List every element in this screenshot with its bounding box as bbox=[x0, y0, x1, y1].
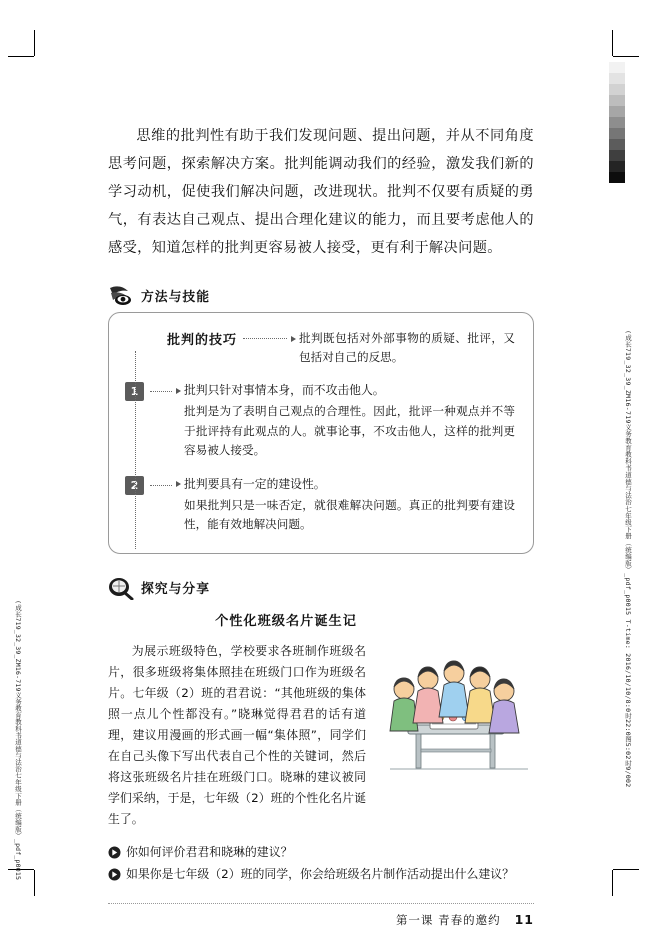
skills-item bbox=[125, 475, 515, 535]
skills-item bbox=[125, 381, 515, 461]
skills-box-title: 批判的技巧 bbox=[167, 333, 238, 349]
colorbar-swatch bbox=[609, 95, 625, 106]
footer-chapter: 第一课 青春的邀约 bbox=[395, 912, 501, 927]
colorbar-swatch bbox=[609, 62, 625, 73]
page-content bbox=[108, 108, 534, 928]
question-text: 如果你是七年级（2）班的同学，你会给班级名片制作活动提出什么建议？ bbox=[126, 867, 515, 882]
colorbar-swatch bbox=[609, 73, 625, 84]
skills-item-number: 1 bbox=[125, 382, 144, 401]
skills-connector-line bbox=[135, 351, 137, 549]
case-body bbox=[108, 641, 534, 830]
question-text: 你如何评价君君和晓琳的建议？ bbox=[126, 844, 293, 859]
section-header-explore bbox=[108, 576, 534, 600]
classroom-illustration bbox=[380, 651, 538, 779]
skills-box-title-row bbox=[125, 329, 515, 367]
skills-box bbox=[108, 312, 534, 554]
dotted-leader bbox=[150, 485, 172, 486]
dotted-leader bbox=[243, 338, 287, 339]
page-number: 11 bbox=[514, 911, 534, 927]
skills-item-body bbox=[184, 475, 515, 535]
colorbar-swatch bbox=[609, 150, 625, 161]
intro-paragraph: 思维的批判性有助于我们发现问题、提出问题，并从不同角度思考问题，探索解决方案。批判能调动我们的经验，激发我们新的学习动机，促使我们解决问题，改进现状。批判不仅要有质疑的勇气，有表达自己观点、提出合理化建议的能力，而且要考虑他人的感受，知道怎样的批判更容易被人接受，更有利于解决问题。 bbox=[108, 128, 534, 257]
colorbar-swatch bbox=[609, 128, 625, 139]
arrow-icon bbox=[176, 388, 181, 394]
skills-item-lead: 批判要具有一定的建设性。 bbox=[184, 476, 326, 491]
skills-item-text: 批判是为了表明自己观点的合理性。因此，批评一种观点并不等于批评持有此观点的人。就事论事，不攻击他人，这样的批判更容易被人接受。 bbox=[184, 404, 515, 458]
skills-item-number: 2 bbox=[125, 476, 144, 495]
leaf-badge-icon bbox=[108, 284, 134, 306]
arrow-bullet-icon bbox=[108, 868, 121, 881]
section-title-explore: 探究与分享 bbox=[141, 582, 210, 598]
colorbar-swatch bbox=[609, 117, 625, 128]
footer-rule bbox=[108, 903, 534, 904]
section-header-skills bbox=[108, 284, 534, 306]
print-colorbar bbox=[609, 62, 625, 183]
print-corner-code: (成长719_32_39_ZM16-719义务教育教科书道德与法治七年级下册（统编版）_pdf_p0015 bbox=[14, 599, 22, 880]
question-item bbox=[108, 842, 534, 863]
magnifier-badge-icon bbox=[108, 576, 134, 600]
colorbar-swatch bbox=[609, 106, 625, 117]
arrow-bullet-icon bbox=[108, 846, 121, 859]
dotted-leader bbox=[150, 391, 172, 392]
skills-item-body bbox=[184, 381, 515, 461]
case-title: 个性化班级名片诞生记 bbox=[215, 613, 357, 629]
skills-item-lead: 批判只针对事情本身，而不攻击他人。 bbox=[184, 383, 385, 398]
colorbar-swatch bbox=[609, 84, 625, 95]
question-item bbox=[108, 864, 534, 885]
colorbar-swatch bbox=[609, 172, 625, 183]
arrow-icon bbox=[176, 481, 181, 487]
colorbar-swatch bbox=[609, 161, 625, 172]
colorbar-swatch bbox=[609, 139, 625, 150]
page-footer bbox=[108, 912, 534, 928]
arrow-icon bbox=[291, 336, 296, 342]
section-title-skills: 方法与技能 bbox=[141, 289, 210, 305]
skills-box-title-text: 批判既包括对外部事物的质疑、批评，又包括对自己的反思。 bbox=[299, 331, 515, 365]
print-side-code: (成长719_32_39_ZM16-719义务教育教科书道德与法治七年级下册（统编版）_pdf_p0015 T-time: 2016/10/10/8:0时22:0图5:02时9/002 bbox=[624, 330, 632, 788]
skills-item-text: 如果批判只是一味否定，就很难解决问题。真正的批判要有建设性，能有效地解决问题。 bbox=[184, 497, 515, 532]
case-text: 为展示班级特色，学校要求各班制作班级名片，很多班级将集体照挂在班级门口作为班级名片。七年级（2）班的君君说：“其他班级的集体照一点儿个性都没有。”晓琳觉得君君的话有道理，建议用漫画的形式画一幅“集体照”，同学们在自己头像下写出代表自己个性的关键词，然后将这张班级名片挂在班级门口。晓琳的建议被同学们采纳，于是，七年级（2）班的个性化名片诞生了。 bbox=[108, 643, 366, 826]
question-list bbox=[108, 842, 534, 885]
